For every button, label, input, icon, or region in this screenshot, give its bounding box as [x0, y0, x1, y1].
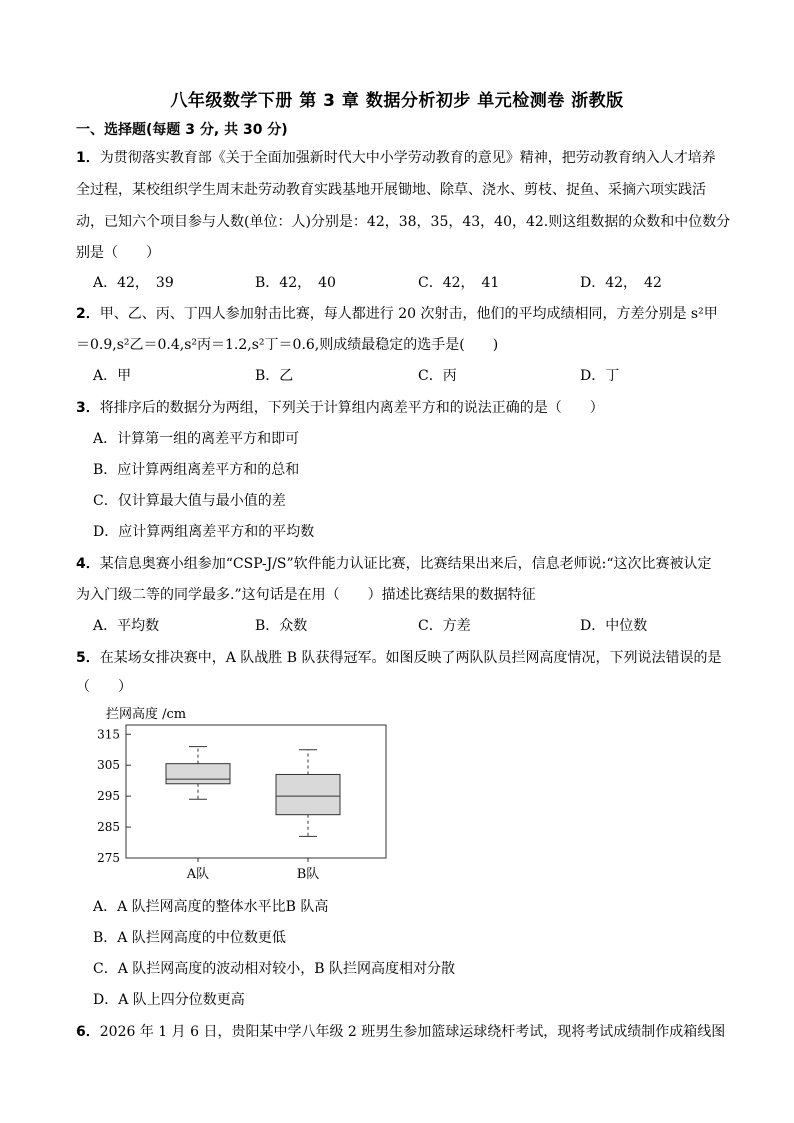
q1-option-b[interactable]: B．42， 40: [255, 275, 336, 291]
q2-line-1: [76, 303, 718, 323]
q4-text-1: 某信息奥赛小组参加“CSP-J/S”软件能力认证比赛，比赛结果出来后，信息老师说:“这次比赛被认定: [99, 556, 712, 572]
q1-number: 1．: [76, 150, 100, 166]
q3-option-c[interactable]: C．仅计算最大值与最小值的差: [93, 493, 286, 509]
q1-line-2: 全过程，某校组织学生周末赴劳动教育实践基地开展锄地、除草、浇水、剪枝、捉鱼、采摘六项实践活: [76, 182, 706, 198]
q4-option-a[interactable]: A．平均数: [93, 618, 160, 634]
q1-line-1: [76, 147, 716, 167]
q1-line-3: 动，已知六个项目参与人数(单位：人)分别是：42，38，35，43，40，42.则这组数据的众数和中位数分: [76, 214, 731, 230]
q6-text: 2026 年 1 月 6 日，贵阳某中学八年级 2 班男生参加篮球运球绕杆考试，现将考试成绩制作成箱线图: [99, 1024, 726, 1040]
q1-option-c[interactable]: C．42， 41: [418, 275, 500, 291]
chart-y-axis-label: 拦网高度 /cm: [106, 707, 187, 722]
section-heading-choice: 一、选择题(每题 3 分, 共 30 分): [76, 122, 288, 138]
q3-option-b[interactable]: B．应计算两组离差平方和的总和: [93, 462, 300, 478]
chart-boxes: [166, 747, 340, 837]
q2-option-c[interactable]: C．丙: [418, 368, 457, 384]
chart-category-labels: [186, 858, 319, 882]
q4-line-1: [76, 553, 712, 573]
q4-line-2: 为入门级二等的同学最多.”这句话是在用（ ）描述比赛结果的数据特征: [76, 587, 536, 603]
q3-text: 将排序后的数据分为两组，下列关于计算组内离差平方和的说法正确的是（ ）: [99, 400, 604, 416]
q5-line-1: [76, 647, 722, 667]
q5-number: 5．: [76, 650, 100, 666]
chart-plot-frame: [126, 725, 386, 858]
q4-option-d[interactable]: D．中位数: [580, 618, 648, 634]
q4-option-b[interactable]: B．众数: [255, 618, 308, 634]
q1-line-4: 别是（ ）: [76, 245, 160, 261]
y-tick-label: 305: [97, 758, 120, 773]
y-tick-label: 315: [97, 727, 120, 742]
q6-line-1: [76, 1021, 725, 1041]
q4-number: 4．: [76, 556, 100, 572]
q5-option-b[interactable]: B．A 队拦网高度的中位数更低: [93, 930, 286, 946]
q2-text-1: 甲、乙、丙、丁四人参加射击比赛，每人都进行 20 次射击，他们的平均成绩相同，方差分别是 s²甲: [99, 306, 718, 322]
q3-number: 3．: [76, 400, 100, 416]
q1-option-a[interactable]: A．42， 39: [93, 275, 174, 291]
q5-option-a[interactable]: A．A 队拦网高度的整体水平比B 队高: [93, 899, 329, 915]
q4-option-c[interactable]: C．方差: [418, 618, 471, 634]
q5-option-c[interactable]: C．A 队拦网高度的波动相对较小，B 队拦网高度相对分散: [93, 961, 456, 977]
q6-number: 6．: [76, 1024, 100, 1040]
box-iqr: [276, 774, 340, 814]
q2-number: 2．: [76, 306, 100, 322]
box-iqr: [166, 764, 230, 784]
x-category-label: A队: [186, 867, 210, 882]
q3-option-d[interactable]: D．应计算两组离差平方和的平均数: [93, 524, 315, 540]
q5-option-d[interactable]: D．A 队上四分位数更高: [93, 992, 245, 1008]
q2-option-d[interactable]: D．丁: [580, 368, 620, 384]
q2-option-b[interactable]: B．乙: [255, 368, 294, 384]
q2-option-a[interactable]: A．甲: [93, 368, 132, 384]
q3-option-a[interactable]: A．计算第一组的离差平方和即可: [93, 431, 300, 447]
q1-option-d[interactable]: D．42， 42: [580, 275, 662, 291]
x-category-label: B队: [296, 867, 320, 882]
q5-line-2: （ ）: [76, 679, 132, 695]
y-tick-label: 295: [97, 789, 120, 804]
y-tick-label: 285: [97, 820, 120, 835]
q5-text-1: 在某场女排决赛中，A 队战胜 B 队获得冠军。如图反映了两队队员拦网高度情况，下列说法错误的是: [99, 650, 722, 666]
q1-text-1: 为贯彻落实教育部《关于全面加强新时代大中小学劳动教育的意见》精神，把劳动教育纳入人才培养: [99, 150, 716, 166]
q3-line-1: [76, 397, 604, 417]
boxplot-chart: [80, 700, 400, 890]
page-title: 八年级数学下册 第 3 章 数据分析初步 单元检测卷 浙教版: [170, 91, 624, 111]
y-tick-label: 275: [97, 851, 120, 865]
q2-line-2: ＝0.9,s²乙＝0.4,s²丙＝1.2,s²丁＝0.6,则成绩最稳定的选手是( ): [76, 337, 499, 353]
